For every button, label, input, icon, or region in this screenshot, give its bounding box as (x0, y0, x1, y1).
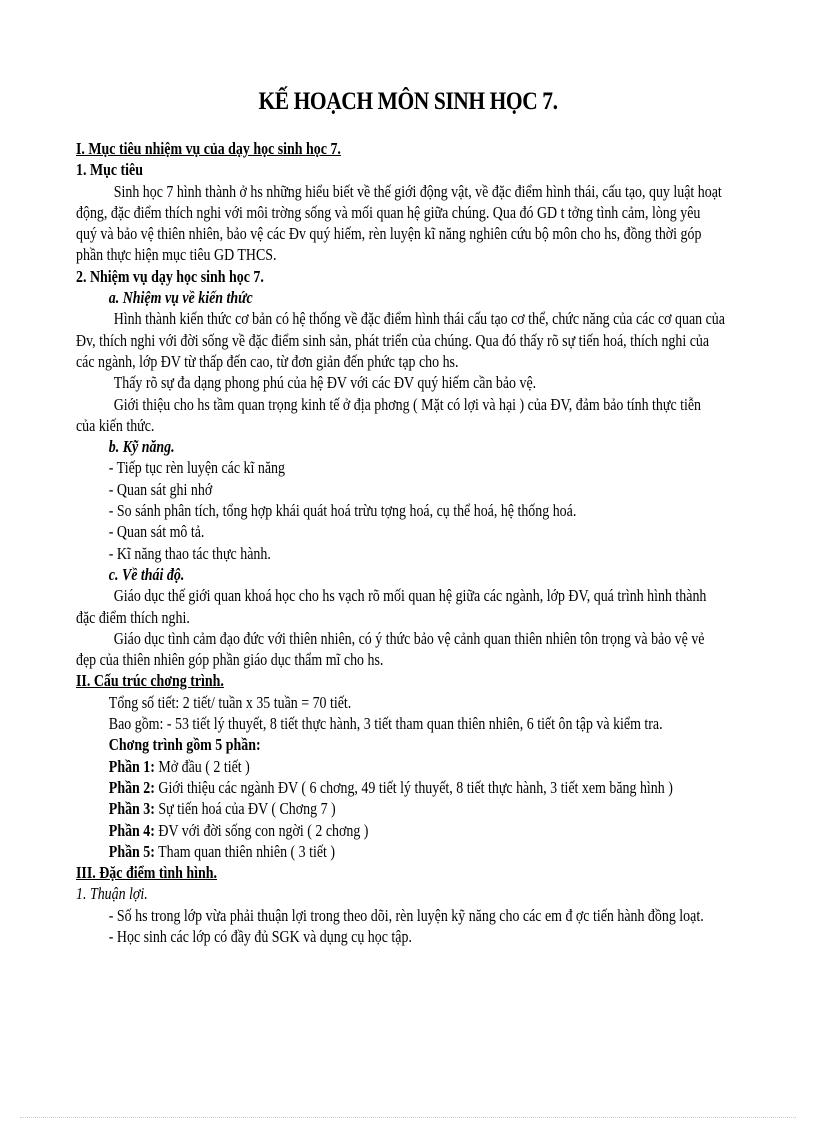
list-item: - Học sinh các lớp có đầy đủ SGK và dụng cụ học tập. (108, 926, 412, 946)
section-3-sub-1: 1. Thuận lợi. (76, 884, 148, 904)
paragraph-line: Tổng số tiết: 2 tiết/ tuần x 35 tuần = 70 tiết. (108, 692, 352, 712)
paragraph-line: Hình thành kiến thức cơ bản có hệ thống về đặc điểm hình thái cấu tạo cơ thể, chức năng của các cơ quan của (113, 309, 725, 329)
program-part (76, 798, 777, 819)
program-part (76, 756, 777, 777)
part-text: Giới thiệu các ngành ĐV ( 6 chơng, 49 tiết lý thuyết, 8 tiết thực hành, 3 tiết xem băng hình ) (154, 777, 673, 797)
part-text: Tham quan thiên nhiên ( 3 tiết ) (154, 841, 336, 861)
part-text: ĐV với đời sống con ngời ( 2 chơng ) (154, 820, 369, 840)
program-part (76, 777, 777, 798)
program-heading: Chơng trình gồm 5 phần: (108, 735, 261, 755)
subheading-attitude: c. Về thái độ. (108, 564, 185, 584)
paragraph-line: đặc điểm thích nghi. (76, 607, 190, 627)
list-item: - Số hs trong lớp vừa phải thuận lợi trong theo dõi, rèn luyện kỹ năng cho các em đ ợc tiến hành đồng loạt. (108, 905, 704, 925)
paragraph-line: của kiến thức. (76, 415, 155, 435)
paragraph-line: Sinh học 7 hình thành ở hs những hiểu biết về thế giới động vật, về đặc điểm hình thái, cấu tạo, quy luật hoạt (113, 181, 722, 201)
part-label: Phần 1: (108, 756, 155, 776)
paragraph-line: phần thực hiện mục tiêu GD THCS. (76, 245, 277, 265)
list-item: - Quan sát ghi nhớ (108, 479, 213, 499)
paragraph-line: Giáo dục tình cảm đạo đức với thiên nhiên, có ý thức bảo vệ cảnh quan thiên nhiên tôn trọng và bảo vệ vẻ (113, 628, 705, 648)
part-text: Sự tiến hoá của ĐV ( Chơng 7 ) (154, 799, 336, 819)
section-1-sub-1: 1. Mục tiêu (76, 160, 143, 180)
list-item: - Quan sát mô tả. (108, 522, 205, 542)
paragraph-line: Bao gồm: - 53 tiết lý thuyết, 8 tiết thực hành, 3 tiết tham quan thiên nhiên, 6 tiết ôn tập và kiểm tra. (108, 714, 663, 734)
part-label: Phần 2: (108, 777, 155, 797)
paragraph-line: quý và bảo vệ thiên nhiên, bảo vệ các Đv quý hiếm, rèn luyện kĩ năng nghiên cứu bộ môn cho hs, đồng thời góp (76, 224, 702, 244)
section-3-heading: III. Đặc điểm tình hình. (76, 863, 217, 883)
list-item: - Tiếp tục rèn luyện các kĩ năng (108, 458, 285, 478)
document-title: KẾ HOẠCH MÔN SINH HỌC 7. (258, 88, 558, 115)
paragraph-line: Đv, thích nghi với đời sống về đặc điểm sinh sản, phát triển của chúng. Qua đó thấy rõ sự tiến hoá, thích nghi của (76, 330, 710, 350)
part-label: Phần 3: (108, 799, 155, 819)
paragraph-line: Giáo dục thế giới quan khoá học cho hs vạch rõ mối quan hệ giữa các ngành, lớp ĐV, quá trình hình thành (113, 586, 707, 606)
subheading-skills: b. Kỹ năng. (108, 437, 175, 457)
paragraph-line: động, đặc điểm thích nghi với môi trờng sống và mối quan hệ giữa chúng. Qua đó GD t tởng tình cảm, lòng yêu (76, 202, 701, 222)
program-part (76, 841, 777, 862)
subheading-knowledge: a. Nhiệm vụ về kiến thức (108, 288, 253, 308)
section-2-heading: II. Cấu trúc chơng trình. (76, 671, 224, 691)
part-label: Phần 4: (108, 820, 155, 840)
paragraph-line: Giới thiệu cho hs tầm quan trọng kinh tế ở địa phơng ( Mặt có lợi và hại ) của ĐV, đảm bảo tính thực tiễn (113, 394, 702, 414)
section-1-heading: I. Mục tiêu nhiệm vụ của dạy học sinh học 7. (76, 139, 341, 158)
part-text: Mở đầu ( 2 tiết ) (154, 756, 250, 776)
list-item: - So sánh phân tích, tổng hợp khái quát hoá trừu tợng hoá, cụ thể hoá, hệ thống hoá. (108, 501, 577, 521)
section-1-sub-2: 2. Nhiệm vụ dạy học sinh học 7. (76, 266, 264, 286)
paragraph-line: các ngành, lớp ĐV từ thấp đến cao, từ đơn giản đến phức tạp cho hs. (76, 351, 459, 371)
list-item: - Kĩ năng thao tác thực hành. (108, 543, 271, 563)
document-body (76, 138, 744, 947)
program-part (76, 820, 777, 841)
page-bottom-divider (20, 1117, 796, 1118)
part-label: Phần 5: (108, 841, 155, 861)
paragraph-line: Thấy rõ sự đa dạng phong phú của hệ ĐV với các ĐV quý hiếm cần bảo vệ. (113, 373, 537, 393)
paragraph-line: đẹp của thiên nhiên góp phần giáo dục thẩm mĩ cho hs. (76, 650, 384, 670)
